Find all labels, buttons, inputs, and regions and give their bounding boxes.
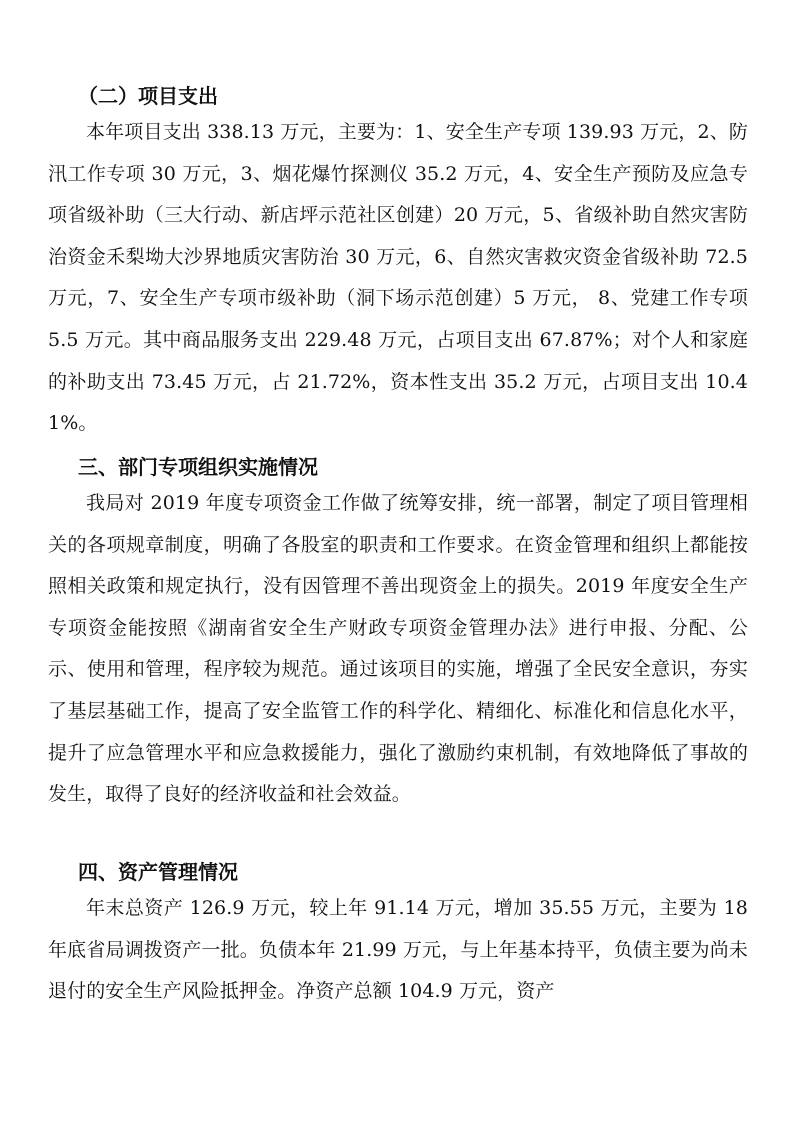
paragraph-special-project-implementation: 我局对 2019 年度专项资金工作做了统筹安排，统一部署，制定了项目管理相关的各项规章制度，明确了各股室的职责和工作要求。在资金管理和组织上都能按照相关政策和规定执行，没有因管理不善出现资金上的损失。2019 年度安全生产专项资金能按照《湖南省安全生产财政专项资金管理办法》进行申报、分配、公示、使用和管理，程序较为规范。通过该项目的实施，增强了全民安全意识，夯实了基层基础工作，提高了安全监管工作的科学化、精细化、标准化和信息化水平，提升了应急管理水平和应急救援能力，强化了激励约束机制，有效地降低了事故的发生，取得了良好的经济收益和社会效益。 [48,492,748,806]
paragraph-asset-management: 年末总资产 126.9 万元，较上年 91.14 万元，增加 35.55 万元，主要为 18 年底省局调拨资产一批。负债本年 21.99 万元，与上年基本持平，负债主要为尚未退付的安全生产风险抵押金。净资产总额 104.9 万元，资产 [48,897,748,1003]
section-heading-asset-management: 四、资产管理情况 [78,860,238,884]
section-heading-project-expenditure: （二）项目支出 [78,84,218,108]
section-heading-special-project-implementation: 三、部门专项组织实施情况 [78,455,318,479]
paragraph-project-expenditure: 本年项目支出 338.13 万元，主要为：1、安全生产专项 139.93 万元，2、防汛工作专项 30 万元，3、烟花爆竹探测仪 35.2 万元，4、安全生产预防及应急专项省级补助（三大行动、新店坪示范社区创建）20 万元，5、省级补助自然灾害防治资金禾梨坳大沙界地质灾害防治 30 万元，6、自然灾害救灾资金省级补助 72.5 万元，7、安全生产专项市级补助（洞下场示范创建）5 万元， 8、党建工作专项 5.5 万元。其中商品服务支出 229.48 万元，占项目支出 67.87%；对个人和家庭的补助支出 73.45 万元，占 21.72%，资本性支出 35.2 万元，占项目支出 10.41%。 [48,121,748,435]
